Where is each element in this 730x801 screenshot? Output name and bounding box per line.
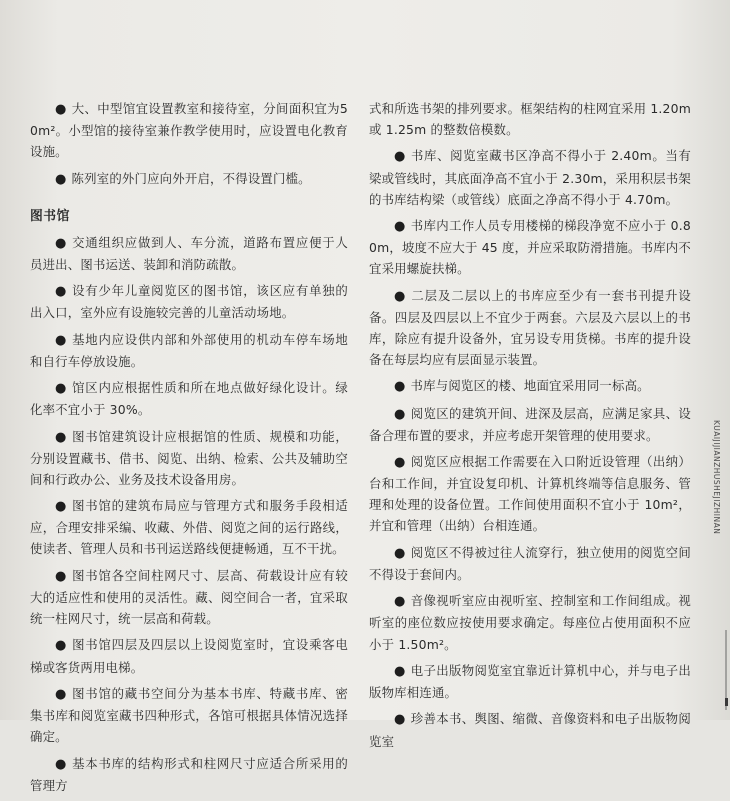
sidebar-running-title: KUAIJIJIANZHUSHEJIZHINAN: [712, 420, 721, 535]
bullet-icon: ●: [55, 171, 67, 187]
paragraph-text: 书库、阅览室藏书区净高不得小于 2.40m。当有梁或管线时，其底面净高不宜小于 2.30m，采用积层书架的书库结构梁（或管线）底面之净高不得小于 4.70m。: [369, 148, 691, 207]
paragraph-text: 式和所选书架的排列要求。框架结构的柱网宜采用 1.20m 或 1.25m 的整数倍模数。: [369, 101, 691, 138]
paragraph-text: 阅览区的建筑开间、进深及层高，应满足家具、设备合理布置的要求，并应考虑开架管理的使用要求。: [369, 405, 691, 443]
paragraph: [30, 329, 348, 372]
paragraph: [369, 285, 691, 370]
paragraph-text: 陈列室的外门应向外开启，不得设置门槛。: [71, 170, 311, 186]
bullet-icon: ●: [55, 284, 68, 300]
paragraph: [30, 232, 348, 275]
right-column: [369, 98, 691, 757]
bullet-icon: ●: [55, 638, 68, 654]
bullet-icon: ●: [55, 235, 68, 251]
paragraph: [369, 660, 691, 703]
bullet-icon: ●: [394, 406, 406, 422]
bullet-icon: ●: [55, 568, 68, 584]
paragraph: [30, 495, 348, 559]
bullet-icon: ●: [55, 686, 68, 702]
bullet-icon: ●: [394, 663, 406, 679]
paragraph: [30, 683, 348, 747]
paragraph-text: 基地内应设供内部和外部使用的机动车停车场地和自行车停放设施。: [30, 331, 349, 369]
paragraph: [30, 634, 348, 677]
paragraph-text: 阅览区应根据工作需要在入口附近设管理（出纳）台和工作间，并宜设复印机、计算机终端等信息服务、管理和处理的设备位置。工作间使用面积不宜小于 10m²，并宜和管理（出纳）台相连通。: [369, 454, 691, 534]
bullet-icon: ●: [55, 429, 68, 445]
bullet-icon: ●: [394, 149, 406, 165]
paragraph-text: 图书馆建筑设计应根据馆的性质、规模和功能，分别设置藏书、借书、阅览、出纳、检索、公共及辅助空间和行政办公、业务及技术设备用房。: [30, 428, 349, 487]
section-heading: 图书馆: [30, 208, 70, 224]
paragraph: [369, 451, 691, 536]
paragraph-text: 音像视听室应由视听室、控制室和工作间组成。视听室的座位数应按使用要求确定。每座位占使用面积不应小于 1.50m²。: [369, 593, 691, 652]
bullet-icon: ●: [55, 499, 68, 515]
paragraph-text: 书库与阅览区的楼、地面宜采用同一标高。: [410, 378, 650, 394]
paragraph-text: 设有少年儿童阅览区的图书馆，该区应有单独的出入口，室外应有设施较完善的儿童活动场地。: [30, 283, 349, 321]
bullet-icon: ●: [55, 332, 68, 348]
bullet-icon: ●: [394, 712, 406, 728]
paragraph-text: 阅览区不得被过往人流穿行，独立使用的阅览空间不得设于套间内。: [369, 544, 691, 582]
paragraph: [369, 403, 691, 446]
bullet-icon: ●: [394, 594, 406, 610]
bullet-icon: ●: [55, 381, 68, 397]
paragraph-text: 书库内工作人员专用楼梯的梯段净宽不应小于 0.80m，坡度不应大于 45 度，并应采取防滑措施。书库内不宜采用螺旋扶梯。: [369, 218, 691, 277]
paragraph-text: 二层及二层以上的书库应至少有一套书刊提升设备。四层及四层以上不宜少于两套。六层及六层以上的书库，除应有提升设备外，宜另设专用货梯。书库的提升设备在每层均应有层面显示装置。: [369, 287, 691, 367]
paragraph: [30, 168, 348, 190]
paragraph: [369, 375, 691, 397]
paragraph: [30, 426, 348, 490]
paragraph: [369, 708, 691, 751]
paragraph: [30, 377, 348, 420]
bullet-icon: ●: [394, 545, 406, 561]
bullet-icon: ●: [394, 288, 407, 304]
paragraph: [369, 145, 691, 209]
paragraph-text: 图书馆各空间柱网尺寸、层高、荷载设计应有较大的适应性和使用的灵活性。藏、阅空间合一者，宜采取统一柱网尺寸，统一层高和荷载。: [30, 567, 349, 627]
paragraph: [30, 280, 348, 323]
paragraph-text: 基本书库的结构形式和柱网尺寸应适合所采用的管理方: [30, 755, 349, 793]
paragraph: [30, 98, 348, 162]
paragraph-text: 馆区内应根据性质和所在地点做好绿化设计。绿化率不宜小于 30%。: [30, 380, 349, 418]
paragraph: [369, 590, 691, 654]
paragraph: [30, 565, 348, 629]
paragraph-continued: [369, 98, 691, 140]
paragraph-text: 交通组织应做到人、车分流，道路布置应便于人员进出、图书运送、装卸和消防疏散。: [30, 234, 349, 272]
paragraph: [369, 542, 691, 585]
paragraph: [30, 753, 348, 796]
page-edge-mark: [725, 698, 728, 706]
bullet-icon: ●: [394, 455, 406, 471]
bullet-icon: ●: [55, 756, 68, 772]
paragraph-text: 电子出版物阅览室宜靠近计算机中心，并与电子出版物库相连通。: [369, 662, 691, 701]
bullet-icon: ●: [55, 102, 67, 117]
paragraph-text: 图书馆四层及四层以上设阅览室时，宜设乘客电梯或客货两用电梯。: [30, 637, 349, 675]
paragraph-text: 大、中型馆宜设置教室和接待室，分间面积宜为50m²。小型馆的接待室兼作教学使用时，应设置电化教育设施。: [30, 101, 348, 160]
paragraph-text: 珍善本书、舆图、缩微、音像资料和电子出版物阅览室: [369, 711, 691, 749]
bullet-icon: ●: [394, 379, 406, 395]
bullet-icon: ●: [394, 219, 406, 235]
paragraph: [369, 215, 691, 279]
paragraph-text: 图书馆的藏书空间分为基本书库、特藏书库、密集书库和阅览室藏书四种形式，各馆可根据具体情况选择确定。: [30, 685, 349, 745]
paragraph-text: 图书馆的建筑布局应与管理方式和服务手段相适应，合理安排采编、收藏、外借、阅览之间的运行路线，使读者、管理人员和书刊运送路线便捷畅通，互不干扰。: [30, 498, 349, 557]
left-column: [30, 98, 348, 801]
